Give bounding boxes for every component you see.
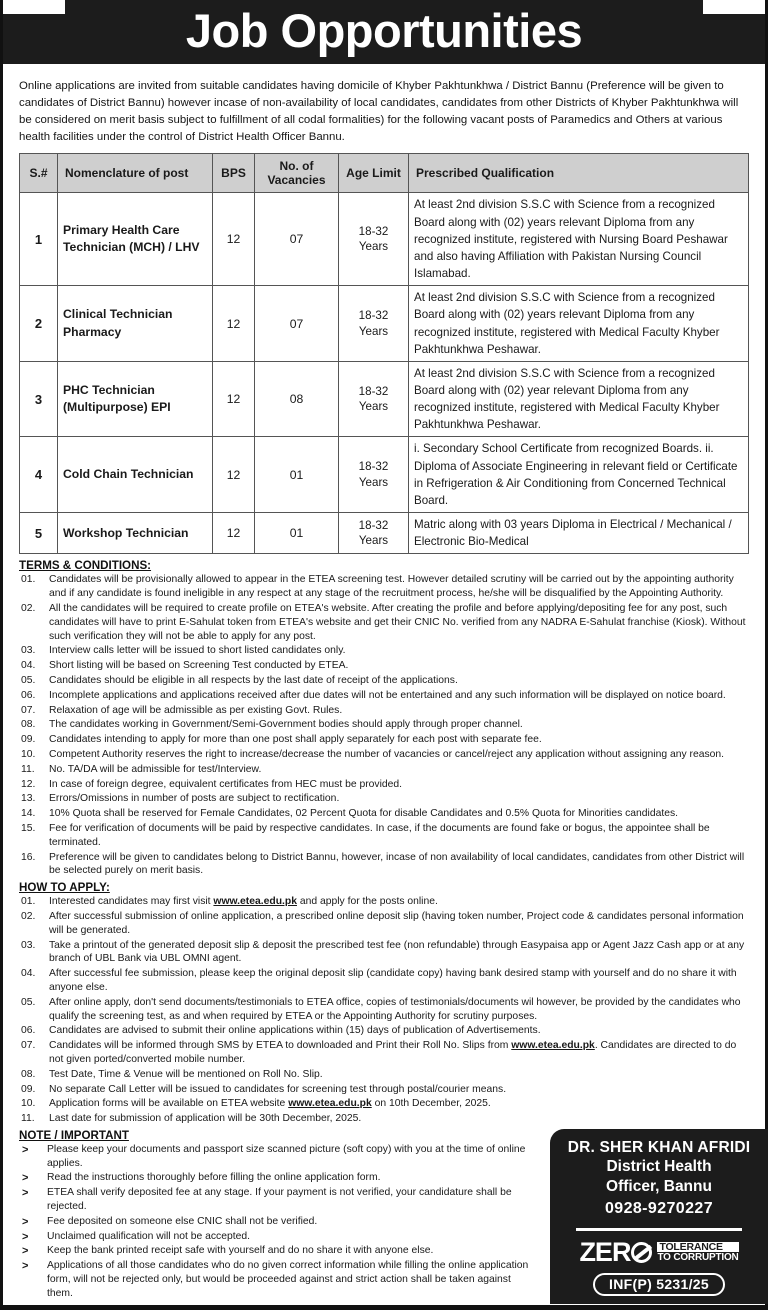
list-item-number: 08. bbox=[21, 719, 36, 731]
how-to-apply-list bbox=[19, 895, 749, 1126]
how-to-apply-item bbox=[19, 939, 749, 967]
table-row bbox=[20, 437, 749, 513]
note-item-text: Read the instructions thoroughly before filling the online application form. bbox=[47, 1172, 381, 1184]
page-title: Job Opportunities bbox=[185, 4, 583, 57]
cell-sn: 5 bbox=[20, 513, 58, 554]
cell-bps: 12 bbox=[213, 361, 255, 437]
terms-item bbox=[19, 822, 749, 850]
list-item-number: 10. bbox=[21, 748, 36, 760]
table-header-row bbox=[20, 154, 749, 193]
cell-vacancies: 07 bbox=[255, 286, 339, 362]
note-item-text: Please keep your documents and passport size scanned picture (soft copy) with you at the time of online applies. bbox=[47, 1143, 526, 1169]
etea-website-link[interactable]: www.etea.edu.pk bbox=[511, 1040, 595, 1052]
list-item-text: No separate Call Letter will be issued to candidates for screening test through postal/courier means. bbox=[49, 1083, 507, 1095]
terms-item bbox=[19, 763, 749, 777]
terms-item bbox=[19, 807, 749, 821]
zero-slashed-circle-icon bbox=[631, 1242, 652, 1263]
arrow-bullet-icon: > bbox=[22, 1245, 29, 1258]
list-item-number: 14. bbox=[21, 808, 36, 820]
note-item bbox=[19, 1215, 532, 1229]
list-item-number: 09. bbox=[21, 734, 36, 746]
how-to-apply-item bbox=[19, 895, 749, 909]
list-item-text: After successful fee submission, please keep the original deposit slip (candidate copy) having bank desired stamp with yourself and do no share it with anyone else. bbox=[49, 968, 737, 993]
list-item-number: 15. bbox=[21, 822, 36, 834]
how-to-apply-item bbox=[19, 1112, 749, 1126]
terms-item bbox=[19, 733, 749, 747]
cell-bps: 12 bbox=[213, 437, 255, 513]
table-header bbox=[20, 154, 749, 193]
cell-age: 18-32 Years bbox=[339, 513, 409, 554]
cell-qualification: Matric along with 03 years Diploma in Electrical / Mechanical / Electronic Bio-Medical bbox=[409, 513, 749, 554]
list-item-number: 01. bbox=[21, 574, 36, 586]
list-item-number: 02. bbox=[21, 910, 36, 922]
list-item-number: 10. bbox=[21, 1098, 36, 1110]
list-item-text: After online apply, don't send documents/testimonials to ETEA office, copies of testimonials/documents wil however, be provided by the candidates who qualify the screening test, as and when required by ETEA or the Appointing Authority for scrutiny purposes. bbox=[49, 996, 741, 1022]
cell-qualification: At least 2nd division S.S.C with Science from a recognized Board along with (02) years relevant Diploma from any recognized institute, registered with Medical Faculty Khyber Pakhtunkhwa Peshawar. bbox=[409, 286, 749, 362]
arrow-bullet-icon: > bbox=[22, 1230, 29, 1243]
list-item-text: Last date for submission of application will be 30th December, 2025. bbox=[49, 1113, 362, 1125]
terms-heading: TERMS & CONDITIONS: bbox=[19, 559, 152, 573]
terms-item bbox=[19, 689, 749, 703]
note-heading: NOTE / IMPORTANT bbox=[19, 1128, 129, 1142]
list-item-text: Short listing will be based on Screening Test conducted by ETEA. bbox=[49, 660, 349, 672]
list-item-number: 05. bbox=[21, 996, 36, 1008]
note-item bbox=[19, 1186, 532, 1214]
signature-divider bbox=[576, 1228, 742, 1231]
terms-item bbox=[19, 792, 749, 806]
table-row bbox=[20, 286, 749, 362]
list-item-text: Preference will be given to candidates belong to District Bannu, however, incase of non availability of local candidates, candidates from other District will be selected purely on merit basis. bbox=[49, 851, 745, 877]
list-item-number: 05. bbox=[21, 674, 36, 686]
tolerance-line1: TOLERANCE bbox=[657, 1242, 738, 1253]
how-to-apply-item bbox=[19, 996, 749, 1024]
cell-qualification: At least 2nd division S.S.C with Science from a recognized Board along with (02) years relevant Diploma from any recognized institute, registered with Nursing Board Peshawar and also having Affiliation with Pakistan Nursing Council Islamabad. bbox=[409, 193, 749, 286]
column-header-serial: S.# bbox=[20, 154, 58, 193]
list-item-text: Errors/Omissions in number of posts are subject to rectification. bbox=[49, 793, 340, 805]
note-item-text: Applications of all those candidates who do no given correct information while filling the online application form, will not be rejected only, but would be proceeded against and strict action shall be taken against them. bbox=[47, 1260, 529, 1299]
column-header-vacancies: No. of Vacancies bbox=[255, 154, 339, 193]
officer-designation-line1: District Health bbox=[606, 1158, 712, 1176]
list-item-text: Candidates should be eligible in all respects by the last date of receipt of the applications. bbox=[49, 674, 458, 686]
officer-phone: 0928-9270227 bbox=[604, 1199, 713, 1217]
cell-age: 18-32 Years bbox=[339, 286, 409, 362]
terms-item bbox=[19, 851, 749, 879]
cell-bps: 12 bbox=[213, 193, 255, 286]
list-item-text: Application forms will be available on ETEA website www.etea.edu.pk on 10th December, 2025. bbox=[49, 1098, 491, 1110]
note-list bbox=[19, 1143, 532, 1301]
cell-vacancies: 08 bbox=[255, 361, 339, 437]
how-to-apply-item bbox=[19, 1068, 749, 1082]
table-row bbox=[20, 193, 749, 286]
zero-text: ZER bbox=[579, 1237, 631, 1268]
how-to-apply-item bbox=[19, 1039, 749, 1067]
list-item-number: 11. bbox=[21, 763, 35, 775]
etea-website-link[interactable]: www.etea.edu.pk bbox=[213, 896, 297, 908]
terms-item bbox=[19, 659, 749, 673]
column-header-bps: BPS bbox=[213, 154, 255, 193]
list-item-text: Take a printout of the generated deposit slip & deposit the prescribed test fee (non refundable) through Easypaisa app or Agent Jazz Cash app or at any branch of UBL Bank via UBL OMNI agent. bbox=[49, 939, 745, 965]
list-item-text: The candidates working in Government/Semi-Government bodies should apply through proper channel. bbox=[49, 719, 523, 731]
list-item-number: 07. bbox=[21, 704, 36, 716]
cell-post: PHC Technician (Multipurpose) EPI bbox=[58, 361, 213, 437]
list-item-text: 10% Quota shall be reserved for Female Candidates, 02 Percent Quota for disable Candidates and 0.5% Quota for Minorities candidates. bbox=[49, 808, 679, 820]
officer-name: DR. SHER KHAN AFRIDI bbox=[567, 1138, 751, 1156]
list-item-text: Interested candidates may first visit www.etea.edu.pk and apply for the posts online. bbox=[49, 896, 438, 908]
terms-item bbox=[19, 718, 749, 732]
cell-post: Cold Chain Technician bbox=[58, 437, 213, 513]
list-item-text: Incomplete applications and applications received after due dates will not be entertained and any such information will be displayed on notice board. bbox=[49, 689, 726, 701]
officer-designation-line2: Officer, Bannu bbox=[606, 1178, 712, 1196]
note-item bbox=[19, 1244, 532, 1258]
list-item-text: Interview calls letter will be issued to short listed candidates only. bbox=[49, 645, 346, 657]
column-header-nomenclature: Nomenclature of post bbox=[58, 154, 213, 193]
tolerance-line2: TO CORRUPTION bbox=[657, 1252, 739, 1264]
cell-sn: 3 bbox=[20, 361, 58, 437]
how-to-apply-item bbox=[19, 1097, 749, 1111]
cell-post: Primary Health Care Technician (MCH) / LHV bbox=[58, 193, 213, 286]
cell-sn: 4 bbox=[20, 437, 58, 513]
cell-age: 18-32 Years bbox=[339, 437, 409, 513]
terms-item bbox=[19, 704, 749, 718]
arrow-bullet-icon: > bbox=[22, 1172, 29, 1185]
signature-box bbox=[550, 1129, 768, 1304]
arrow-bullet-icon: > bbox=[22, 1187, 29, 1200]
cell-bps: 12 bbox=[213, 513, 255, 554]
terms-item bbox=[19, 674, 749, 688]
list-item-text: No. TA/DA will be admissible for test/Interview. bbox=[49, 763, 262, 775]
list-item-number: 08. bbox=[21, 1068, 36, 1080]
how-to-apply-item bbox=[19, 910, 749, 938]
how-to-apply-item bbox=[19, 1083, 749, 1097]
job-posts-table bbox=[19, 153, 749, 554]
list-item-number: 06. bbox=[21, 1025, 36, 1037]
note-item-text: Unclaimed qualification will not be accepted. bbox=[47, 1230, 250, 1242]
cell-qualification: At least 2nd division S.S.C with Science from a recognized Board along with (02) year relevant Diploma from any recognized institute, registered with Medical Faculty Khyber Pakhtunkhwa Peshawar. bbox=[409, 361, 749, 437]
list-item-number: 12. bbox=[21, 778, 36, 790]
list-item-text: Test Date, Time & Venue will be mentioned on Roll No. Slip. bbox=[49, 1068, 323, 1080]
list-item-number: 04. bbox=[21, 968, 36, 980]
column-header-age-limit: Age Limit bbox=[339, 154, 409, 193]
note-column bbox=[3, 1129, 548, 1301]
list-item-text: Fee for verification of documents will be paid by respective candidates. In case, if the documents are found fake or bogus, the appointee shall be terminated. bbox=[49, 822, 710, 848]
table-body bbox=[20, 193, 749, 554]
list-item-number: 09. bbox=[21, 1083, 36, 1095]
list-item-number: 03. bbox=[21, 645, 36, 657]
cell-age: 18-32 Years bbox=[339, 193, 409, 286]
list-item-text: All the candidates will be required to create profile on ETEA's website. After creating the profile and before applying/depositing fee for any post, such candidates will have to print E-Sahulat token from ETEA's website and get their CNIC No. verified from any NADRA E-Sahulat franchise (Kiosk). Without such verification they will not be able to apply for any post. bbox=[49, 603, 746, 642]
bottom-section bbox=[3, 1129, 765, 1301]
cell-post: Workshop Technician bbox=[58, 513, 213, 554]
list-item-number: 06. bbox=[21, 689, 36, 701]
cell-post: Clinical Technician Pharmacy bbox=[58, 286, 213, 362]
etea-website-link[interactable]: www.etea.edu.pk bbox=[288, 1098, 372, 1110]
how-to-apply-item bbox=[19, 967, 749, 995]
list-item-text: Candidates are advised to submit their online applications within (15) days of publication of Advertisements. bbox=[49, 1025, 541, 1037]
note-item-text: Keep the bank printed receipt safe with yourself and do no share it with anyone else. bbox=[47, 1245, 434, 1257]
note-item bbox=[19, 1230, 532, 1244]
cell-sn: 1 bbox=[20, 193, 58, 286]
table-row bbox=[20, 361, 749, 437]
how-to-apply-item bbox=[19, 1024, 749, 1038]
header-banner bbox=[3, 0, 765, 72]
terms-item bbox=[19, 602, 749, 643]
zero-tolerance-logo bbox=[560, 1239, 758, 1266]
list-item-text: Candidates intending to apply for more than one post shall apply separately for each post with separate fee. bbox=[49, 734, 542, 746]
terms-item bbox=[19, 573, 749, 601]
column-header-qualification: Prescribed Qualification bbox=[409, 154, 749, 193]
cell-sn: 2 bbox=[20, 286, 58, 362]
intro-paragraph: Online applications are invited from suitable candidates having domicile of Khyber Pakhtunkhwa / District Bannu (Preference will be given to candidates of District Bannu) however incase of non-availability of local candidates, candidates from other Districts of Khyber Pakhtunkhwa will be considered on merit basis subject to fulfillment of all codal formalities) for the following vacant posts of Paramedics and Others at various health facilities under the control of District Health Officer Bannu. bbox=[19, 80, 739, 144]
terms-list bbox=[19, 573, 749, 878]
arrow-bullet-icon: > bbox=[22, 1260, 29, 1273]
list-item-text: After successful submission of online application, a prescribed online deposit slip (having token number, Project code & candidates personal information will be generated. bbox=[49, 910, 744, 936]
tolerance-text-block bbox=[657, 1242, 738, 1264]
list-item-text: In case of foreign degree, equivalent certificates from HEC must be provided. bbox=[49, 778, 403, 790]
cell-vacancies: 01 bbox=[255, 513, 339, 554]
note-item bbox=[19, 1259, 532, 1300]
note-item-text: ETEA shall verify deposited fee at any stage. If your payment is not verified, your candidature shall be rejected. bbox=[47, 1187, 512, 1213]
list-item-number: 11. bbox=[21, 1113, 35, 1125]
terms-item bbox=[19, 748, 749, 762]
note-item bbox=[19, 1143, 532, 1171]
arrow-bullet-icon: > bbox=[22, 1215, 29, 1228]
list-item-text: Relaxation of age will be admissible as per existing Govt. Rules. bbox=[49, 704, 343, 716]
arrow-bullet-icon: > bbox=[22, 1143, 29, 1156]
list-item-number: 04. bbox=[21, 660, 36, 672]
how-to-apply-heading: HOW TO APPLY: bbox=[19, 881, 110, 895]
cell-bps: 12 bbox=[213, 286, 255, 362]
list-item-number: 13. bbox=[21, 793, 36, 805]
list-item-text: Candidates will be provisionally allowed to appear in the ETEA screening test. However detailed scrutiny will be carried out by the appointing authority and if any candidate is found ineligible in any respect at any stage of the recruitment process, he/she will be disqualified by the Appointing Authority. bbox=[49, 574, 734, 600]
table-row bbox=[20, 513, 749, 554]
list-item-text: Competent Authority reserves the right to increase/decrease the number of vacancies or cancel/reject any application without assigning any reason. bbox=[49, 748, 725, 760]
cell-age: 18-32 Years bbox=[339, 361, 409, 437]
list-item-number: 03. bbox=[21, 939, 36, 951]
list-item-number: 02. bbox=[21, 603, 36, 614]
inf-code-badge: INF(P) 5231/25 bbox=[593, 1273, 725, 1296]
cell-qualification: i. Secondary School Certificate from recognized Boards. ii. Diploma of Associate Engineering in relevant field or Certificate in Refrigeration & Air Conditioning from Concerned Technical Board. bbox=[409, 437, 749, 513]
list-item-number: 16. bbox=[21, 851, 36, 863]
terms-item bbox=[19, 644, 749, 658]
terms-item bbox=[19, 778, 749, 792]
list-item-number: 07. bbox=[21, 1040, 36, 1052]
note-item bbox=[19, 1171, 532, 1185]
cell-vacancies: 01 bbox=[255, 437, 339, 513]
note-item-text: Fee deposited on someone else CNIC shall not be verified. bbox=[47, 1215, 318, 1227]
cell-vacancies: 07 bbox=[255, 193, 339, 286]
list-item-number: 01. bbox=[21, 896, 36, 908]
list-item-text: Candidates will be informed through SMS by ETEA to downloaded and Print their Roll No. Slips from www.etea.edu.pk. Candidates are directed to do not given ported/converted mobile number. bbox=[49, 1040, 737, 1065]
